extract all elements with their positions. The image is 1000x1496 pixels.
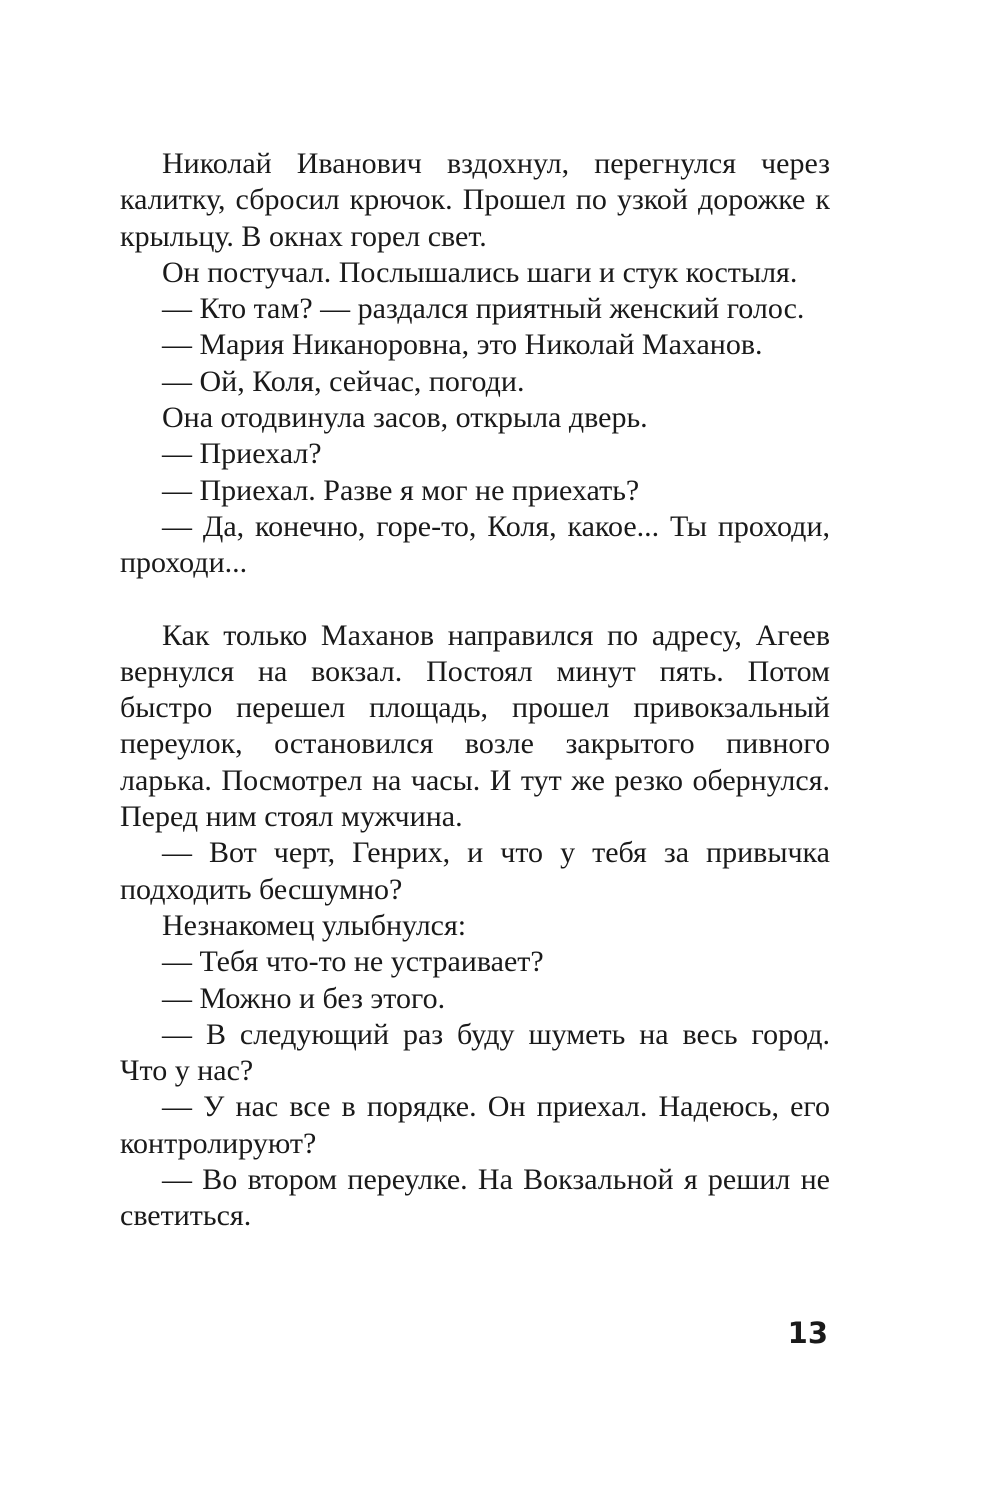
page-body: [120, 146, 830, 1235]
paragraph: Он постучал. Послышались шаги и стук костыля.: [162, 255, 798, 289]
paragraph: — Приехал?: [162, 437, 322, 471]
paragraph: — Вот черт, Генрих, и что у тебя за привычка подходить бесшумно?: [120, 836, 830, 906]
paragraph: — Тебя что-то не устраивает?: [162, 945, 544, 979]
section-break: [120, 582, 830, 618]
paragraph: — В следующий раз буду шуметь на весь город. Что у нас?: [120, 1017, 830, 1088]
paragraph: Как только Маханов направился по адресу, Агеев вернулся на вокзал. Постоял минут пять. Потом быстро перешел площадь, прошел привокзальный переулок, остановился возле закрытого пивного ларька. Посмотрел на часы. И тут же резко обернулся. Перед ним стоял мужчина.: [120, 618, 830, 834]
paragraph: — Кто там? — раздался приятный женский голос.: [162, 292, 805, 326]
paragraph: Она отодвинула засов, открыла дверь.: [162, 401, 648, 435]
paragraph: Николай Иванович вздохнул, перегнулся через калитку, сбросил крючок. Прошел по узкой дорожке к крыльцу. В окнах горел свет.: [120, 147, 830, 253]
paragraph: Незнакомец улыбнулся:: [162, 908, 467, 942]
paragraph: — Во втором переулке. На Вокзальной я решил не светиться.: [120, 1163, 830, 1233]
paragraph: — У нас все в порядке. Он приехал. Надеюсь, его контролируют?: [120, 1090, 830, 1160]
paragraph: — Мария Никаноровна, это Николай Маханов.: [162, 328, 763, 362]
paragraph: — Да, конечно, горе-то, Коля, какое... Ты проходи, проходи...: [120, 509, 830, 580]
paragraph: — Приехал. Разве я мог не приехать?: [162, 473, 640, 507]
paragraph: — Можно и без этого.: [162, 981, 446, 1015]
section-2: [120, 618, 830, 1235]
paragraph: — Ой, Коля, сейчас, погоди.: [162, 364, 525, 398]
page-number: 13: [787, 1316, 828, 1350]
section-1: [120, 146, 830, 582]
